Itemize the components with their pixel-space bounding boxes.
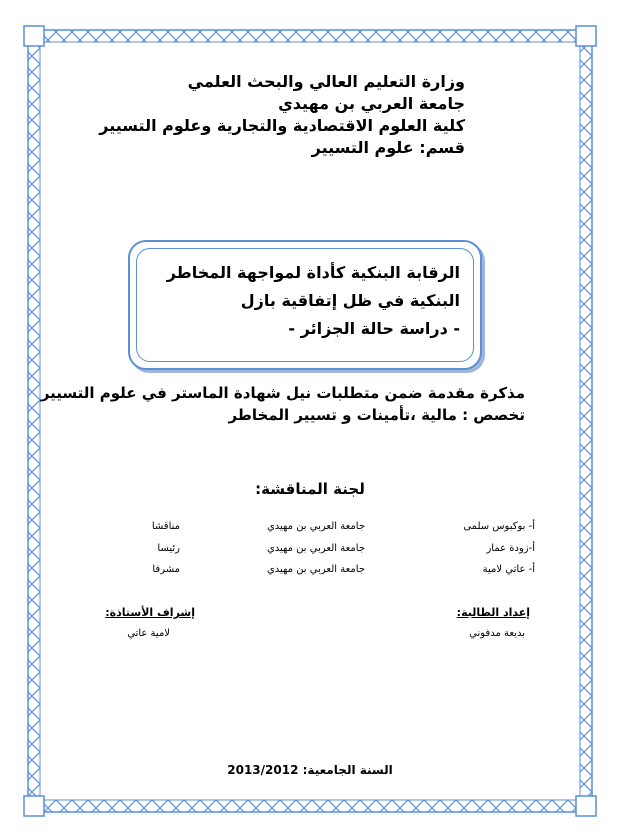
frame-corner-tr — [576, 26, 596, 46]
department-name: قسم: علوم التسيير — [311, 138, 465, 157]
university-name: جامعة العربي بن مهيدي — [278, 94, 465, 113]
ministry-name: وزارة التعليم العالي والبحث العلمي — [187, 72, 465, 91]
title-line-1: الرقابة البنكية كأداة لمواجهة المخاطر — [166, 263, 460, 282]
member-role: رئيسا — [157, 543, 180, 554]
frame-left-band — [28, 30, 40, 812]
title-line-3: - دراسة حالة الجزائر - — [288, 319, 460, 338]
student-label: إعداد الطالبة: — [456, 606, 530, 619]
member-university: جامعة العربي بن مهيدي — [266, 564, 365, 575]
supervisor-label: إشراف الأستاذة: — [105, 606, 195, 619]
frame-bottom-band — [28, 800, 592, 812]
academic-year: السنة الجامعية: 2013/2012 — [227, 763, 393, 777]
frame-corner-tl — [24, 26, 44, 46]
member-role: مناقشا — [151, 521, 180, 532]
frame-corner-br — [576, 796, 596, 816]
frame-top-band — [28, 30, 592, 42]
student-name: بديعة مدفوني — [469, 628, 525, 639]
member-university: جامعة العربي بن مهيدي — [266, 521, 365, 532]
memo-line-2: تخصص : مالية ،تأمينات و تسيير المخاطر — [228, 406, 525, 424]
faculty-name: كلية العلوم الاقتصادية والتجارية وعلوم التسيير — [99, 116, 465, 135]
memo-line-1: مذكرة مقدمة ضمن متطلبات نيل شهادة الماستر في علوم التسيير — [40, 384, 525, 402]
title-box — [128, 240, 482, 370]
frame-right-band — [580, 30, 592, 812]
supervisor-name: لامية عاتي — [127, 628, 170, 639]
member-role: مشرفا — [152, 564, 180, 575]
committee-heading: لجنة المناقشة: — [255, 480, 365, 498]
member-university: جامعة العربي بن مهيدي — [266, 543, 365, 554]
member-name: أ- بوكبوس سلمى — [463, 521, 535, 532]
member-name: أ-زودة عمار — [486, 543, 535, 554]
title-line-2: البنكية في ظل إتفاقية بازل — [240, 291, 460, 310]
frame-corner-bl — [24, 796, 44, 816]
member-name: أ- عاتي لامية — [482, 564, 535, 575]
